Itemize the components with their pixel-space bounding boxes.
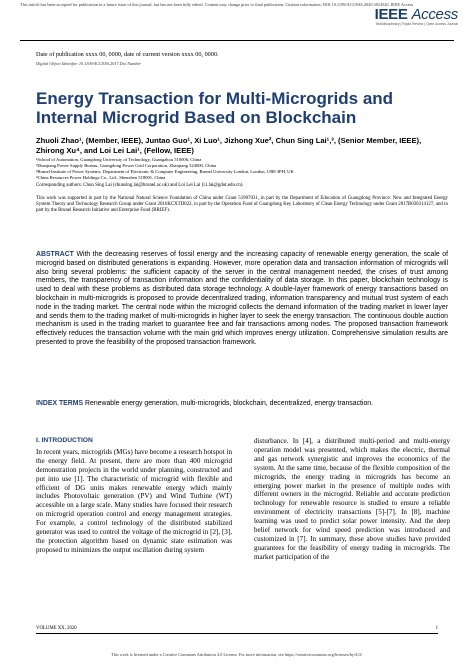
logo-wordmark bbox=[374, 6, 458, 23]
section-heading: I. INTRODUCTION bbox=[36, 437, 93, 444]
abstract bbox=[36, 251, 448, 348]
header-divider bbox=[20, 40, 454, 41]
intro-left-column bbox=[36, 437, 232, 555]
corresponding-authors: Corresponding authors: Chun Sing Lai (chunsing.lai@brunel.ac.uk) and Loi Lei Lai (l.l.lai@gdut.edu.cn). bbox=[36, 183, 244, 188]
affiliations bbox=[36, 157, 446, 181]
logo-access: Access bbox=[411, 6, 458, 23]
paper-title: Energy Transaction for Multi-Microgrids and Internal Microgrid Based on Blockchain bbox=[36, 89, 394, 127]
intro-right-column bbox=[254, 437, 450, 562]
publication-date: Date of publication xxxx 00, 0000, date of current version xxxx 00, 0000. bbox=[36, 51, 219, 58]
affiliation-2: ²Zhanjiang Power Supply Bureau, Guangdong Power Grid Corporation, Zhanjiang 524000, China bbox=[36, 163, 217, 168]
index-terms-label: INDEX TERMS bbox=[36, 400, 84, 407]
index-terms bbox=[36, 400, 448, 409]
funding-statement: This work was supported in part by the National Natural Science Foundation of China under Grant 51907031, in part by the Department of Education of Guangdong Province: New and Integrated Energy System Theory and Technology Research Group under Grant 2016KCXTD022, in part by the Operation Fund of Guangdong Key Laboratory of Clean Energy Technology under Grant 2017B030314127, and in part by the Brunel Research Initiative and Enterprise Fund (BRIEF). bbox=[36, 196, 448, 214]
license-notice: This work is licensed under a Creative Commons Attribution 4.0 License. For more information, see https://creativecommons.org/licenses/by/4.0/. bbox=[111, 652, 363, 657]
affiliation-3: ³Brunel Institute of Power Systems, Department of Electronic & Computer Engineering, Brunel University London, London, UB8 3PH, UK bbox=[36, 169, 294, 174]
abstract-label: ABSTRACT bbox=[36, 251, 74, 258]
intro-right-text: disturbance. In [4], a distributed multi-period and multi-energy operation model was presented, which makes the electric, thermal and gas network synergistic and improves the economics of the system. At the same time, because of the flexible composition of the microgrids, the energy trading in microgrids has become an emerging power market in the presence of multiple nodes with different owners in the microgrid. Reliable and accurate prediction technology for renewable resource is studied to ensure a reliable environment of electricity transactions [5]-[7]. In [8], machine learning was used to predict solar power intensity. And the deep belief network for wind speed prediction was introduced and customized in [7]. In summary, these above studies have provided guarantees for the feasibility of energy trading in microgrids. The market participation of the bbox=[254, 437, 450, 561]
abstract-text: With the decreasing reserves of fossil energy and the increasing capacity of renewable energy generation, the scale of microgrid based on distributed generations is expanding. However, more operation data and transaction information of microgrids will also bring several problems: the sufficient capacity of the server in the central management needed, the crises of trust among members, the transparency of transaction information and the confidentiality of data storage. In this paper, blockchain technology is used to deal with these problems as distributed data storage technology. A double-layer framework of energy transactions based on blockchain in multi-microgrids is proposed to provide decentralized trading, information transparency and mutual trust system of each node in the trading market. The central node within the microgrid collects the demand information of the trading market in lower layer and sends them to the trading market of multi-microgrids in higher layer to seek the energy transaction. The continuous double auction mechanism is used in the trading market to guarantee free and fair transactions among nodes. The proposed transaction framework effectively reduces the transaction volume with the main grid which improves energy utilization. Comprehensive simulation results are presented to prove the feasibility of the proposed transaction framework. bbox=[36, 251, 448, 346]
affiliation-1: ¹School of Automation, Guangdong University of Technology, Guangzhou 510006, China bbox=[36, 157, 202, 162]
affiliation-4: ⁴China Resources Power Holdings Co., Ltd., Shenzhen 518001, China bbox=[36, 175, 166, 180]
accepted-notice: This article has been accepted for publication in a future issue of this journal, but has not been fully edited. Content may change prior to final publication. Citation information: DOI 10.1109/ACCESS.2020.3014520, IEEE Access bbox=[20, 2, 414, 7]
doi-line: Digital Object Identifier 10.1109/ACCESS.2017.Doi Number bbox=[36, 61, 142, 66]
logo-tagline: Multidisciplinary | Rapid Review | Open Access Journal bbox=[375, 22, 458, 26]
page-number: 1 bbox=[435, 626, 438, 631]
volume-label: VOLUME XX, 2020 bbox=[36, 626, 77, 631]
intro-left-text: In recent years, microgrids (MGs) have become a research hotspot in the energy field. At present, there are more than 400 microgrid demonstration projects in the world under planning, constructed and put into use [1]. The characteristic of microgrid with flexible and efficient of DG units makes renewable energy which mainly includes Photovoltaic generation (PV) and Wind Turbine (WT) accessible on a large scale. Many studies have focused their research on microgrid operation control and energy management strategies. For example, a control technology of the distributed stabilized generator was used to control the voltage of the microgrid in [2], [3], the protection algorithm based on dynamic state estimation was proposed to minimizes the output oscillation during system bbox=[36, 447, 232, 554]
ieee-access-logo bbox=[374, 6, 458, 26]
author-list: Zhuoli Zhao¹, (Member, IEEE), Juntao Guo¹, Xi Luo¹, Jizhong Xue², Chun Sing Lai¹,³, (Senior Member, IEEE), Zhirong Xu⁴, and Loi Lei Lai¹, (Fellow, IEEE) bbox=[36, 136, 422, 155]
logo-ieee: IEEE bbox=[374, 6, 408, 23]
footer-divider bbox=[36, 633, 438, 634]
index-terms-text: Renewable energy generation, multi-microgrids, blockchain, decentralized, energy transaction. bbox=[85, 400, 374, 407]
